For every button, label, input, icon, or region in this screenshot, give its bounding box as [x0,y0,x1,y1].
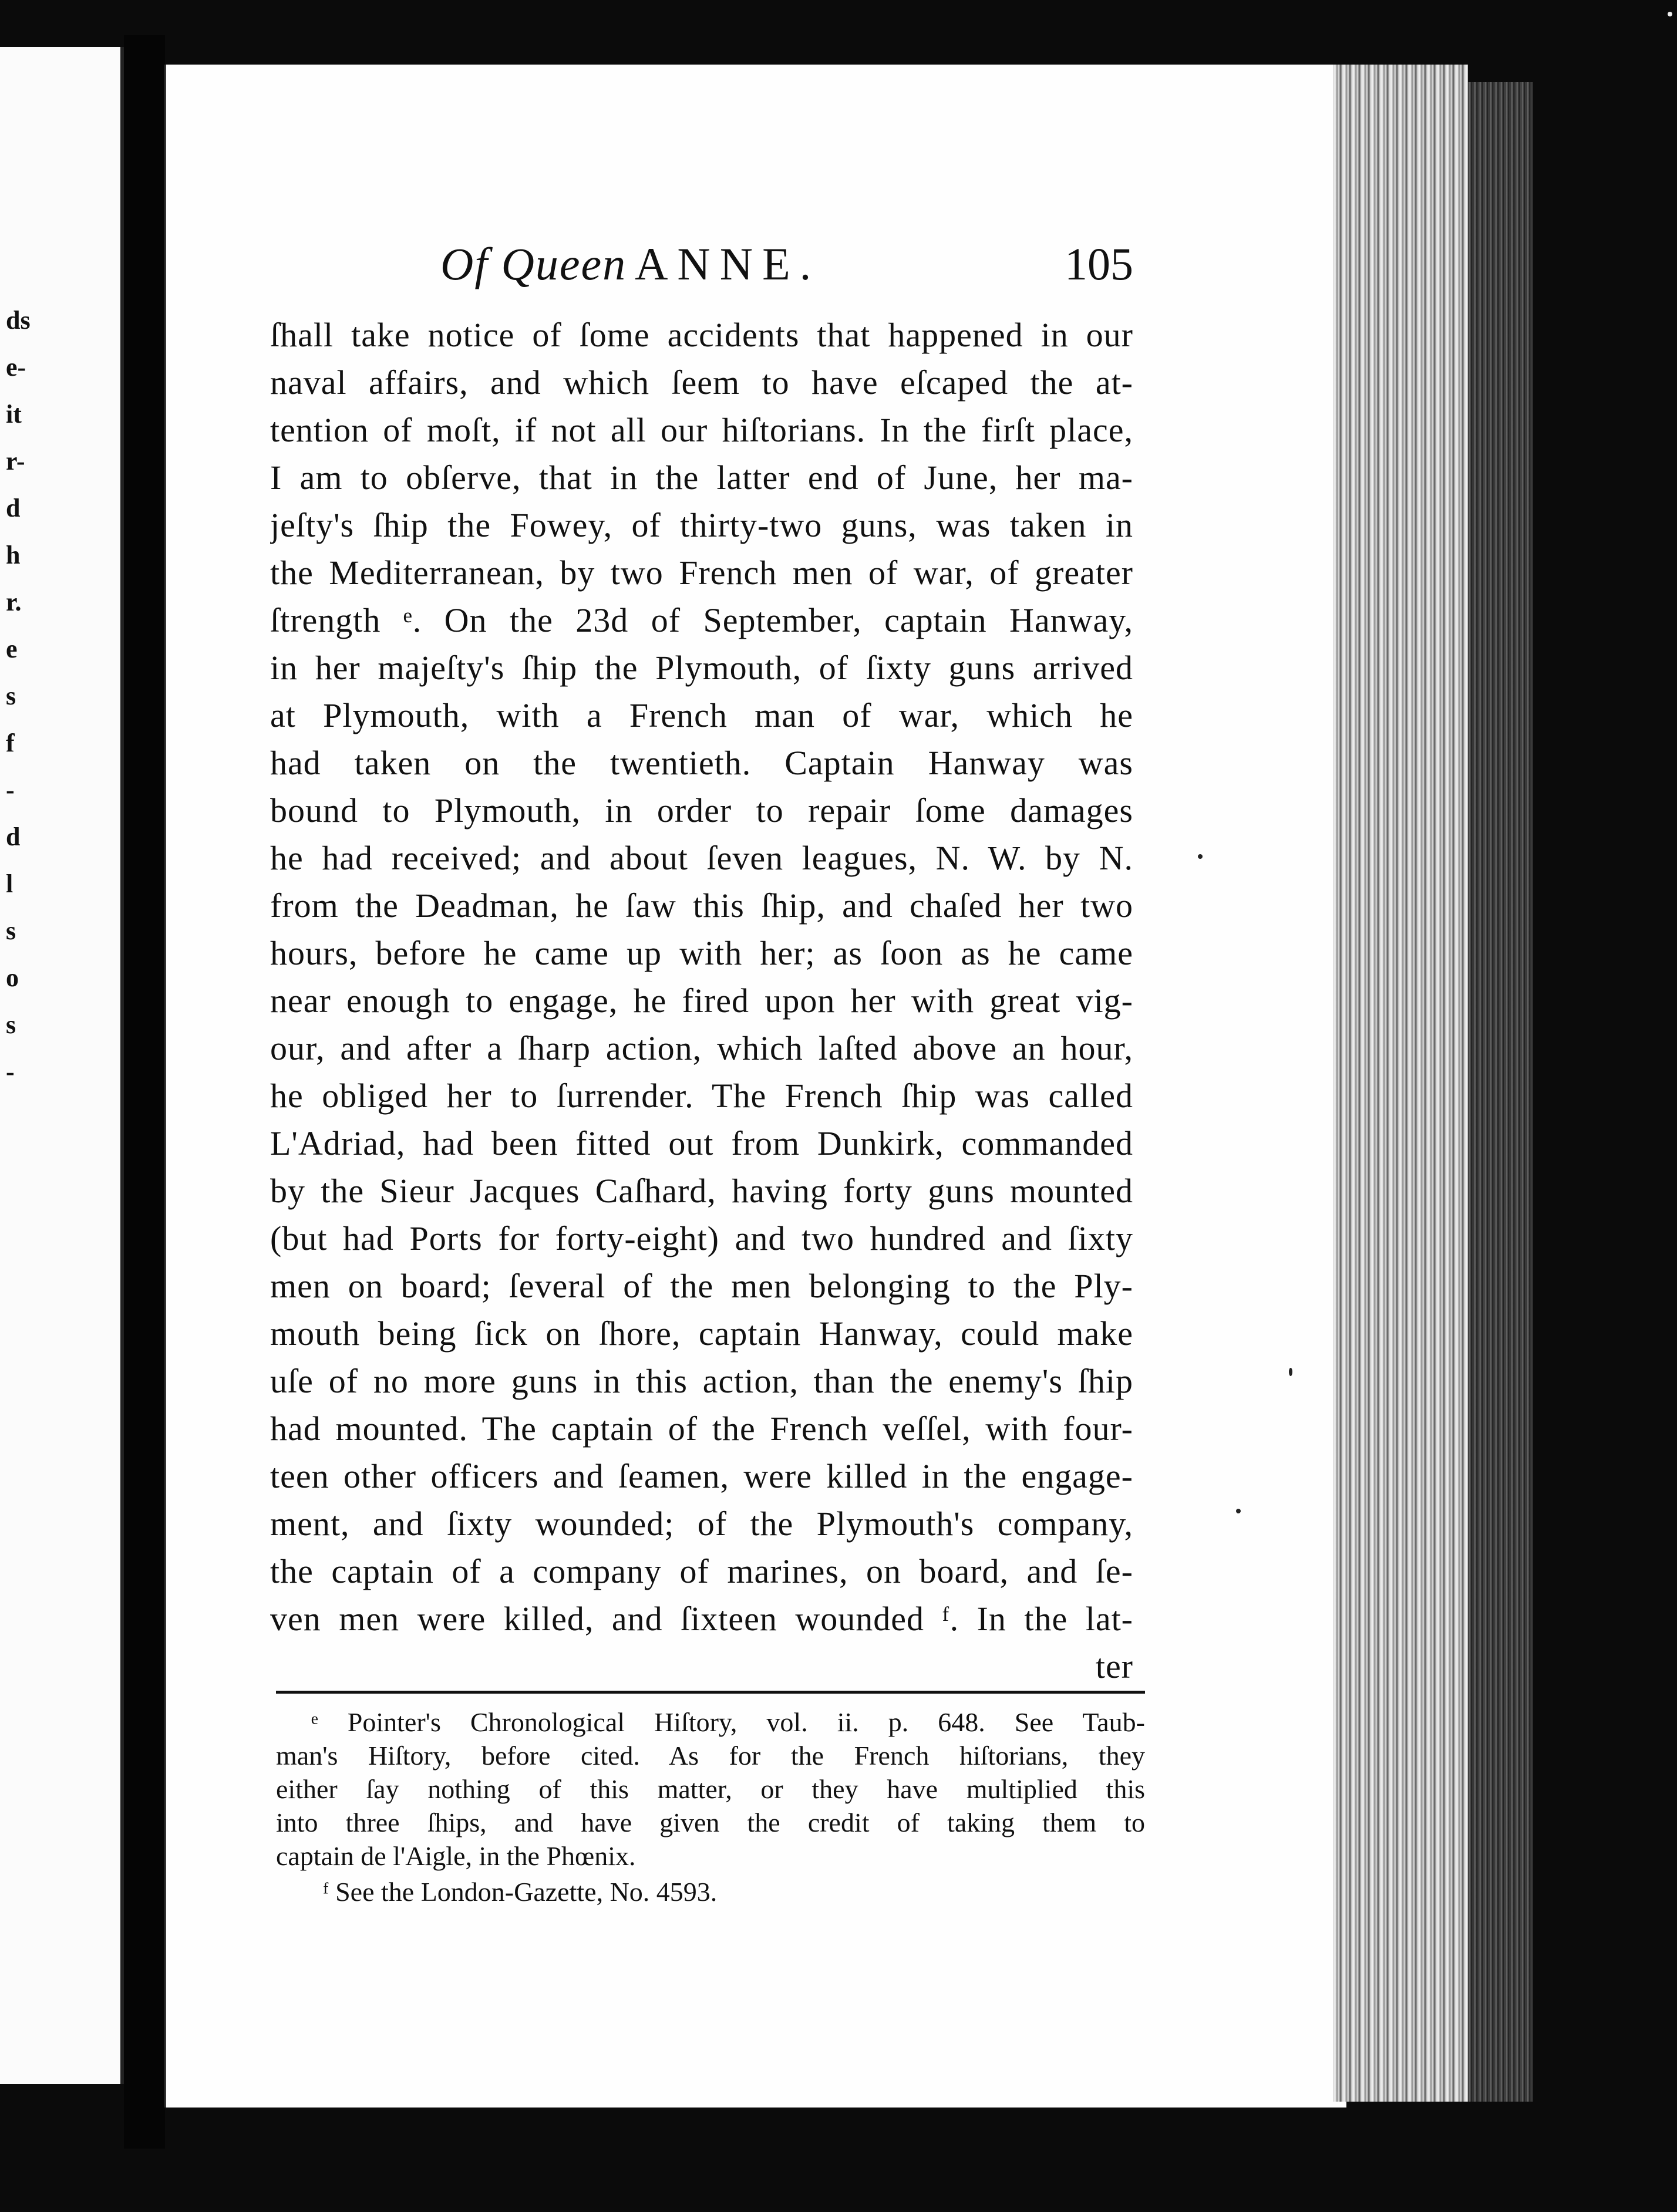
text-line: teen other officers and ſeamen, were killed in the engage- [270,1457,1133,1495]
left-page-fragment: o [6,963,19,992]
text-line: our, and after a ſharp action, which laſted above an hour, [270,1029,1133,1067]
scan-speck [1289,1368,1292,1376]
body-text [270,311,1133,1690]
left-page-fragment: r- [6,447,25,476]
scan-speck [1668,12,1672,16]
left-page-fragment: s [6,916,16,945]
text-line: hours, before he came up with her; as ſoon as he came [270,934,1133,972]
text-line: (but had Ports for forty-eight) and two hundred and ſixty [270,1219,1133,1257]
catchword: ter [1095,1647,1133,1685]
left-page-fragment: l [6,869,14,898]
left-page-fragment: it [6,400,22,429]
text-line: uſe of no more guns in this action, than the enemy's ſhip [270,1362,1133,1400]
text-line: in her majeſty's ſhip the Plymouth, of ſixty guns arrived [270,649,1133,687]
text-line: by the Sieur Jacques Caſhard, having forty guns mounted [270,1172,1133,1210]
page-number: 105 [1065,238,1133,289]
text-line: had mounted. The captain of the French veſſel, with four- [270,1410,1133,1448]
left-page-fragment: d [6,494,21,522]
text-line: naval affairs, and which ſeem to have eſcaped the at- [270,363,1133,402]
footnote-rule [276,1691,1145,1694]
text-line: bound to Plymouth, in order to repair ſome damages [270,791,1133,830]
left-page-fragment: - [6,775,15,804]
scan-speck [1236,1509,1241,1513]
text-line: the Mediterranean, by two French men of war, of greater [270,554,1133,592]
text-line: near enough to engage, he fired upon her with great vig- [270,982,1133,1020]
running-head-italic: Of Queen [440,238,627,289]
left-page-fragment: r. [6,588,22,616]
text-line: men on board; ſeveral of the men belonging to the Ply- [270,1267,1133,1305]
footnote-f: ᶠ See the London-Gazette, No. 4593. [323,1877,718,1907]
left-page-fragment: ds [6,306,31,335]
left-page-fragment: e- [6,353,26,382]
footnote-e-line: either ſay nothing of this matter, or they have multiplied this [276,1774,1145,1804]
text-line: the captain of a company of marines, on board, and ſe- [270,1552,1133,1590]
left-page-fragment: d [6,822,21,851]
text-line: I am to obſerve, that in the latter end of June, her ma- [270,458,1133,497]
text-line: jeſty's ſhip the Fowey, of thirty-two guns, was taken in [270,506,1133,544]
text-line: had taken on the twentieth. Captain Hanway was [270,744,1133,782]
running-head-caps: ANNE. [635,238,821,289]
left-page-fragment: - [6,1057,15,1086]
left-page-fragment: f [6,729,15,757]
text-line: ſtrength ᵉ. On the 23d of September, captain Hanway, [270,601,1133,639]
book-gutter [124,35,165,2149]
footnotes [276,1705,1145,1908]
page-header [270,238,1133,302]
left-page-edge [0,47,124,2084]
running-head [440,238,820,291]
text-line: L'Adriad, had been fitted out from Dunkirk, commanded [270,1124,1133,1162]
text-line: ſhall take notice of ſome accidents that happened in our [270,316,1133,354]
scan-speck [1198,854,1203,859]
text-line: mouth being ſick on ſhore, captain Hanway, could make [270,1314,1133,1353]
footnote-e-line: into three ſhips, and have given the credit of taking them to [276,1808,1145,1837]
left-page-fragment: s [6,1010,16,1039]
footnote-e-line: ᵉ Pointer's Chronological Hiſtory, vol. ii. p. 648. See Taub- [311,1707,1145,1737]
footnote-e-line: captain de l'Aigle, in the Phœnix. [276,1841,636,1871]
text-line: he had received; and about ſeven leagues, N. W. by N. [270,839,1133,877]
page-fore-edge-dark [1468,82,1533,2102]
footnote-e-line: man's Hiſtory, before cited. As for the French hiſtorians, they [276,1741,1145,1771]
page-fore-edge [1333,65,1468,2102]
text-line: at Plymouth, with a French man of war, which he [270,696,1133,734]
text-line: ment, and ſixty wounded; of the Plymouth's company, [270,1505,1133,1543]
text-line: ven men were killed, and ſixteen wounded ᶠ. In the lat- [270,1600,1133,1638]
left-page-fragment: h [6,541,21,569]
left-page-fragment: s [6,682,16,710]
left-page-fragment: e [6,635,18,663]
text-line: he obliged her to ſurrender. The French ſhip was called [270,1077,1133,1115]
text-line: tention of moſt, if not all our hiſtorians. In the firſt place, [270,411,1133,449]
text-line: from the Deadman, he ſaw this ſhip, and chaſed her two [270,886,1133,925]
